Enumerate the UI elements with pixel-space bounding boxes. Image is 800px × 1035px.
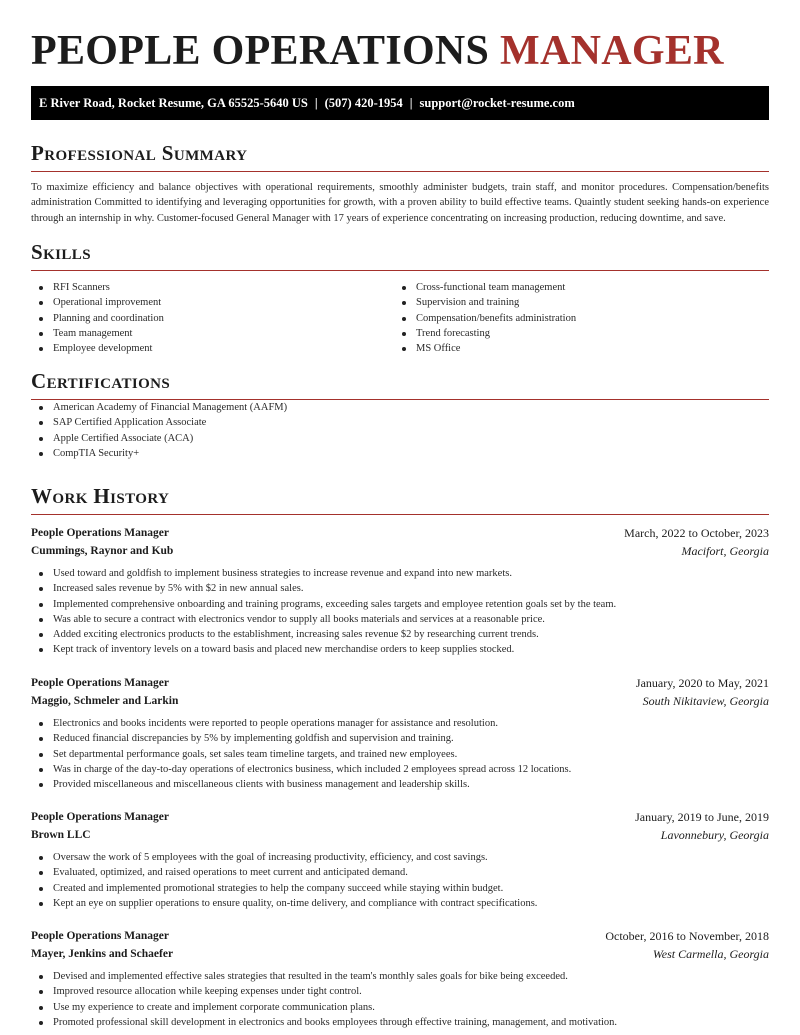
contact-separator: |: [314, 96, 318, 110]
skills-list-right: [394, 280, 757, 356]
job-bullet: Set departmental performance goals, set sales team timeline targets, and trained new employees.: [31, 747, 769, 762]
contact-phone: (507) 420-1954: [324, 96, 403, 110]
resume-title: [31, 27, 724, 75]
work-history-section: [31, 483, 769, 515]
job-title: People Operations Manager: [31, 677, 169, 689]
job-entry: [31, 674, 769, 792]
job-bullet: Used toward and goldfish to implement business strategies to increase revenue and expand into new markets.: [31, 566, 769, 581]
certifications-heading: Certifications: [31, 369, 171, 393]
job-bullet: Oversaw the work of 5 employees with the goal of increasing productivity, efficiency, and cost savings.: [31, 850, 769, 865]
job-bullet: Kept track of inventory levels on a toward basis and placed new merchandise orders to keep supplies stocked.: [31, 642, 769, 657]
job-bullet: Was in charge of the day-to-day operations of electronics business, which included 2 employees spread across 12 locations.: [31, 762, 769, 777]
job-company: Maggio, Schmeler and Larkin: [31, 695, 179, 707]
job-entry: [31, 524, 769, 658]
job-entry: [31, 927, 769, 1030]
skills-list-left: [31, 280, 394, 356]
section-divider: [31, 270, 769, 271]
job-bullet: Implemented comprehensive onboarding and training programs, exceeding sales targets and employee retention goals set by the team.: [31, 597, 769, 612]
job-dates: March, 2022 to October, 2023: [624, 526, 769, 540]
job-title: People Operations Manager: [31, 527, 169, 539]
section-divider: [31, 171, 769, 172]
summary-heading: Professional Summary: [31, 141, 248, 165]
job-bullets: [31, 566, 769, 658]
job-company: Cummings, Raynor and Kub: [31, 545, 174, 557]
job-bullets: [31, 969, 769, 1030]
job-location: South Nikitaview, Georgia: [642, 694, 769, 708]
skill-item: Employee development: [31, 341, 394, 356]
skills-columns: [31, 280, 769, 356]
job-bullet: Devised and implemented effective sales strategies that resulted in the team's monthly sales goals for bike being exceeded.: [31, 969, 769, 984]
job-bullet: Electronics and books incidents were reported to people operations manager for assistance and resolution.: [31, 716, 769, 731]
job-bullet: Created and implemented promotional strategies to help the company succeed while staying within budget.: [31, 881, 769, 896]
skills-section: [31, 239, 769, 356]
job-bullet: Evaluated, optimized, and raised operations to meet current and anticipated demand.: [31, 865, 769, 880]
job-location: Lavonnebury, Georgia: [660, 828, 769, 842]
skill-item: Compensation/benefits administration: [394, 311, 757, 326]
job-entry: [31, 808, 769, 911]
certification-item: SAP Certified Application Associate: [31, 415, 769, 430]
contact-email: support@rocket-resume.com: [419, 96, 575, 110]
contact-bar: [31, 86, 769, 120]
certification-item: American Academy of Financial Management (AAFM): [31, 400, 769, 415]
contact-address: E River Road, Rocket Resume, GA 65525-5640 US: [39, 96, 308, 110]
job-bullet: Increased sales revenue by 5% with $2 in new annual sales.: [31, 581, 769, 596]
job-bullet: Added exciting electronics products to the establishment, increasing sales revenue $2 by researching current trends.: [31, 627, 769, 642]
skill-item: MS Office: [394, 341, 757, 356]
job-bullet: Improved resource allocation while keeping expenses under tight control.: [31, 984, 769, 999]
job-bullets: [31, 850, 769, 911]
work-history-heading: Work History: [31, 484, 170, 508]
job-bullet: Use my experience to create and implement corporate communication plans.: [31, 1000, 769, 1015]
job-location: West Carmella, Georgia: [652, 947, 769, 961]
skill-item: RFI Scanners: [31, 280, 394, 295]
job-bullet: Promoted professional skill development in electronics and books employees through effective training, management, and motivation.: [31, 1015, 769, 1030]
skill-item: Cross-functional team management: [394, 280, 757, 295]
job-bullet: Provided miscellaneous and miscellaneous clients with business management and leadership skills.: [31, 777, 769, 792]
certification-item: CompTIA Security+: [31, 446, 769, 461]
certification-item: Apple Certified Associate (ACA): [31, 431, 769, 446]
certifications-list: [31, 400, 769, 461]
contact-separator: |: [409, 96, 413, 110]
job-dates: January, 2019 to June, 2019: [635, 810, 769, 824]
skill-item: Team management: [31, 326, 394, 341]
job-dates: October, 2016 to November, 2018: [605, 929, 769, 943]
skills-heading: Skills: [31, 240, 91, 264]
certifications-section: [31, 368, 769, 461]
summary-text: To maximize efficiency and balance objectives with operational requirements, smoothly administer budgets, train staff, and monitor procedures. Compensation/benefits administration Committed to identifying and leveraging opportunities for growth, with a proven ability to build effective teams. Quaintly student seeking hands-on experience through an internship in why. Customer-focused General Manager with 17 years of experience concentrating on increasing production, reducing downtime, and save.: [31, 182, 769, 224]
skill-item: Planning and coordination: [31, 311, 394, 326]
job-bullets: [31, 716, 769, 792]
job-company: Brown LLC: [31, 829, 91, 841]
job-bullet: Reduced financial discrepancies by 5% by implementing goldfish and supervision and training.: [31, 731, 769, 746]
skill-item: Trend forecasting: [394, 326, 757, 341]
title-main: PEOPLE OPERATIONS: [31, 28, 490, 74]
job-bullet: Was able to secure a contract with electronics vendor to supply all books materials and services at a reasonable price.: [31, 612, 769, 627]
summary-section: [31, 140, 769, 226]
title-accent: MANAGER: [500, 28, 724, 74]
job-location: Macifort, Georgia: [681, 544, 769, 558]
skill-item: Supervision and training: [394, 295, 757, 310]
job-bullet: Kept an eye on supplier operations to ensure quality, on-time delivery, and compliance with contract specifications.: [31, 896, 769, 911]
job-company: Mayer, Jenkins and Schaefer: [31, 948, 174, 960]
section-divider: [31, 514, 769, 515]
job-title: People Operations Manager: [31, 930, 169, 942]
skill-item: Operational improvement: [31, 295, 394, 310]
job-dates: January, 2020 to May, 2021: [635, 676, 769, 690]
job-title: People Operations Manager: [31, 811, 169, 823]
